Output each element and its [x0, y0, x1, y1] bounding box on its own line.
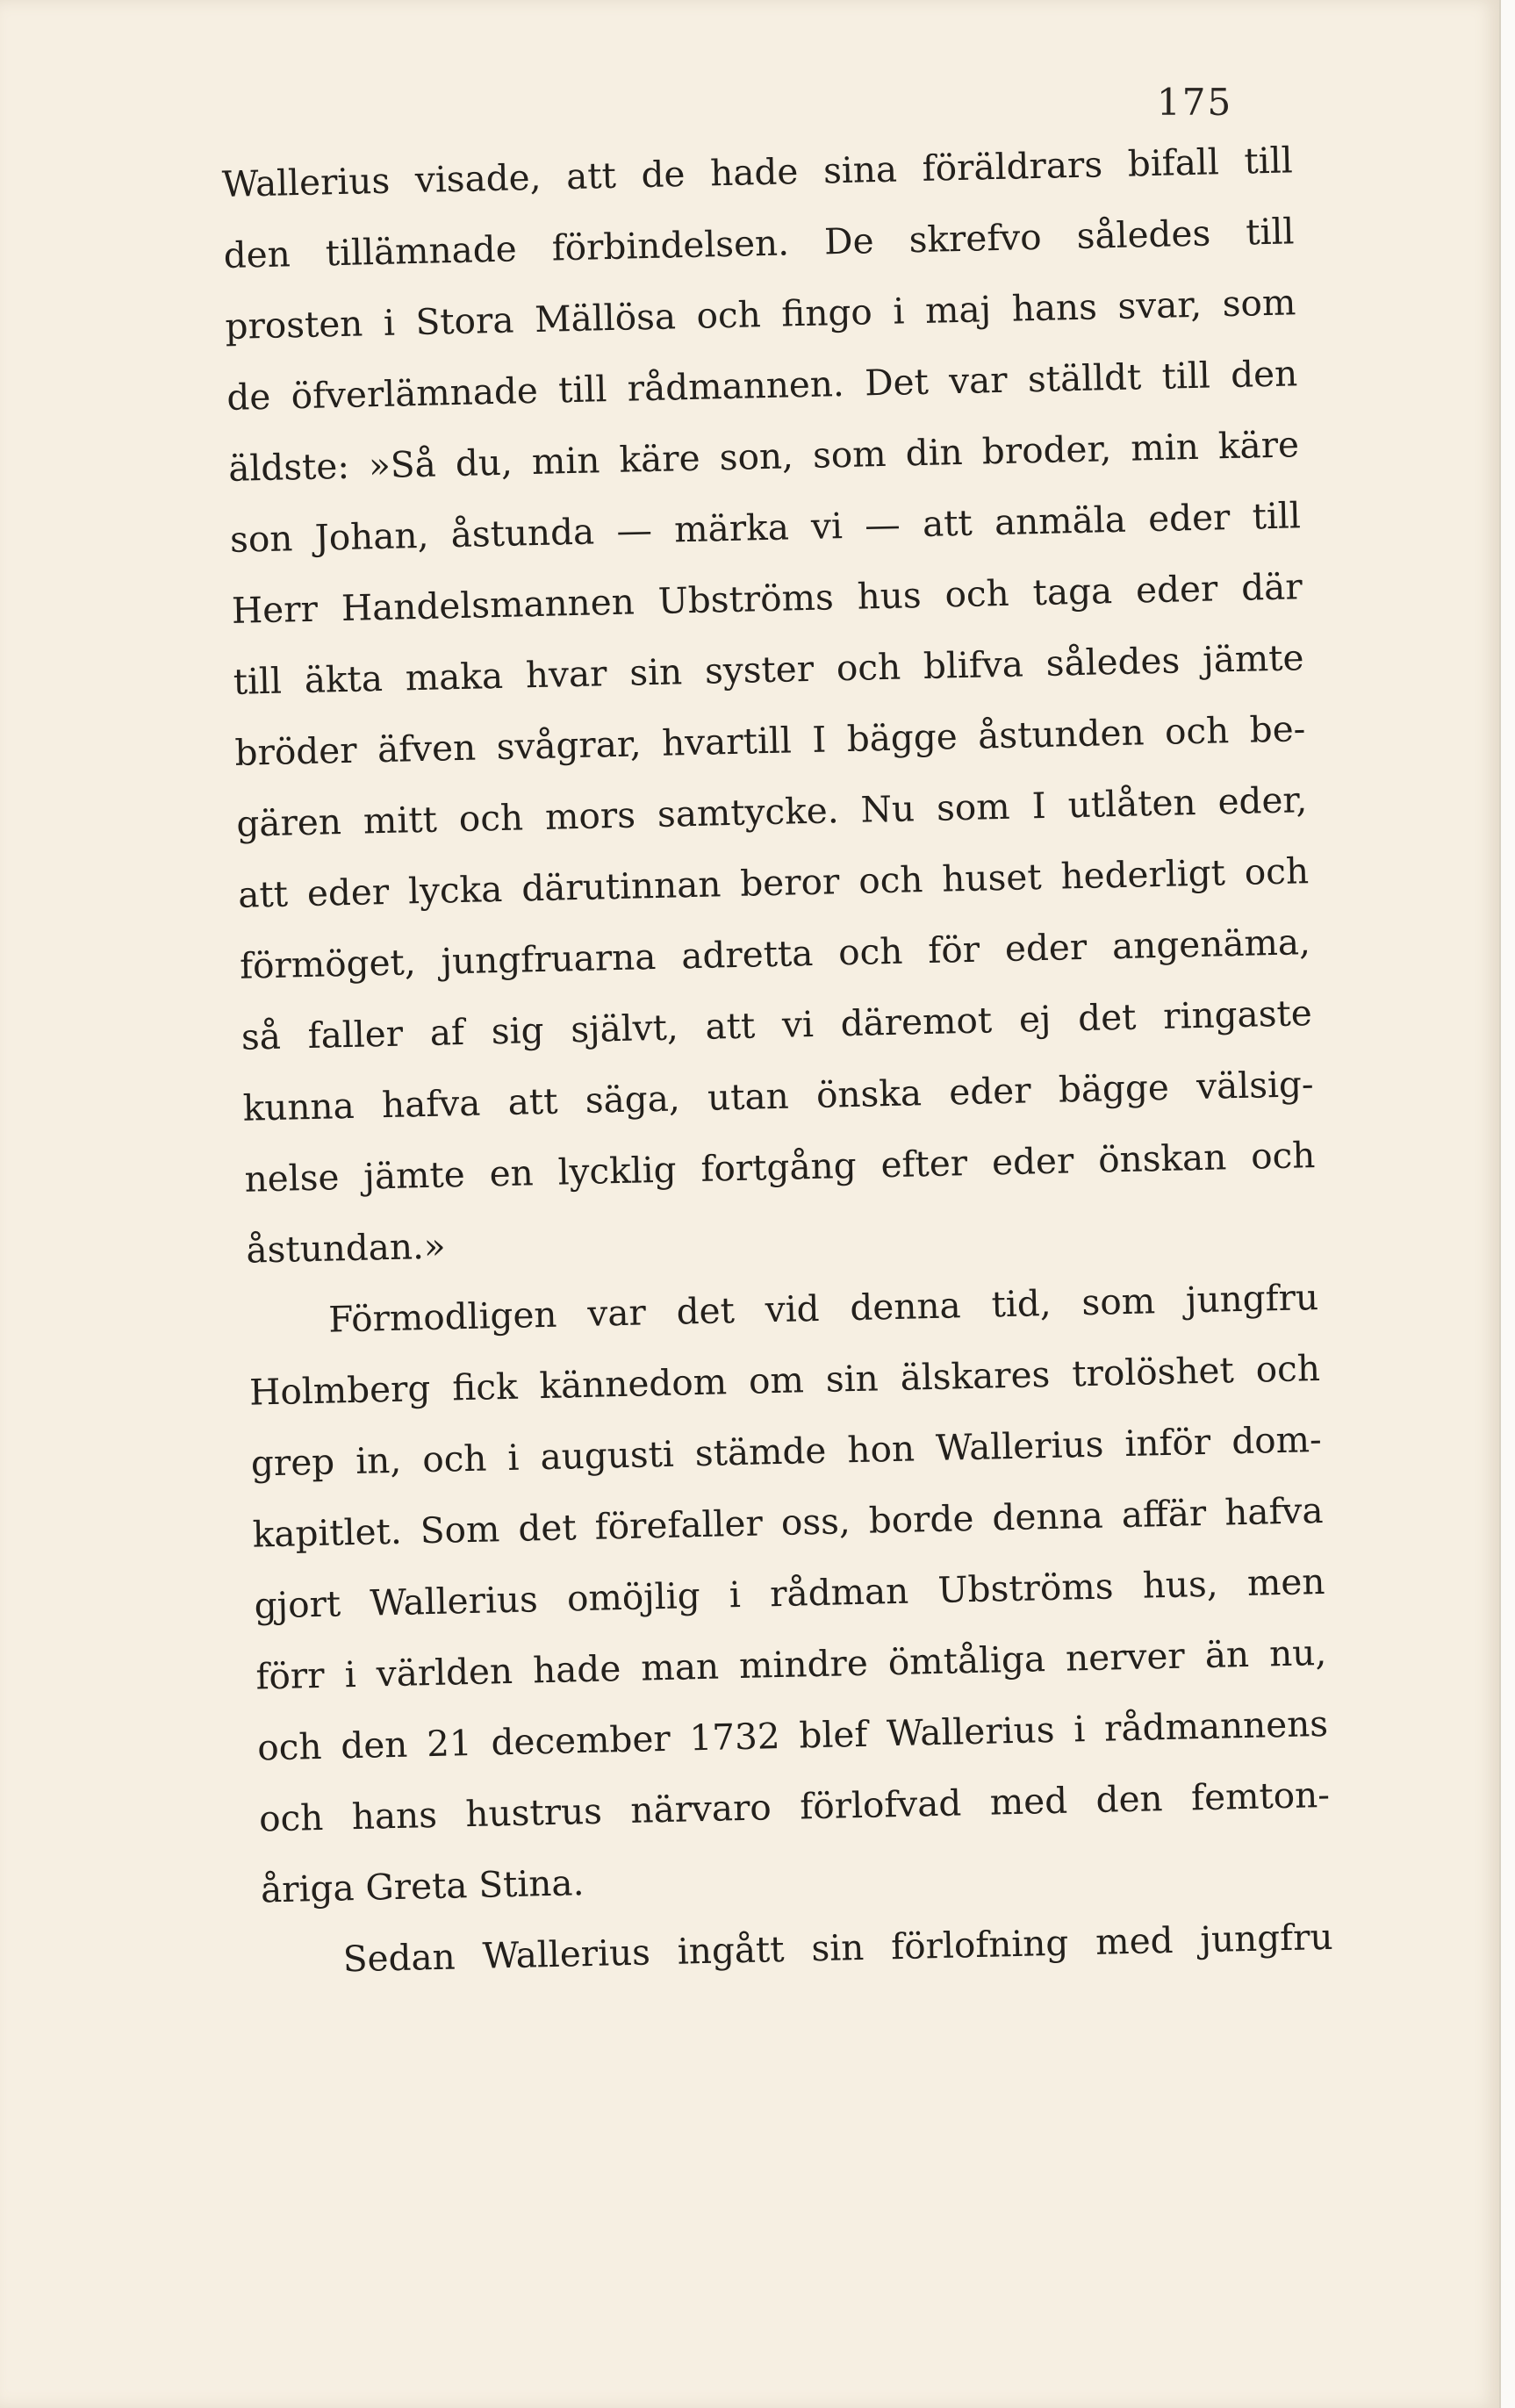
text-line: prosten i Stora Mällösa och fingo i maj hans svar, som — [225, 281, 1296, 348]
text-line: den tillämnade förbindelsen. De skrefvo således till — [223, 210, 1295, 276]
text-line: Herr Handelsmannen Ubströms hus och taga eder där — [231, 565, 1303, 632]
text-line: nelse jämte en lycklig fortgång efter eder önskan och — [244, 1134, 1316, 1200]
text-line: gjort Wallerius omöjlig i rådman Ubströms hus, men — [254, 1559, 1325, 1627]
text-line: och hans hustrus närvaro förlofvad med den femton- — [258, 1773, 1331, 1840]
text-line: kapitlet. Som det förefaller oss, borde denna affär hafva — [252, 1488, 1325, 1556]
text-line: Sedan Wallerius ingått sin förlofning med jungfru — [342, 1915, 1334, 1981]
text-line: att eder lycka därutinnan beror och huset hederligt och — [237, 849, 1310, 916]
text-line: åriga Greta Stina. — [260, 1861, 585, 1911]
text-line: så faller af sig självt, att vi däremot ej det ringaste — [241, 992, 1313, 1058]
text-line: Förmodligen var det vid denna tid, som jungfru — [327, 1275, 1319, 1341]
text-line: kunna hafva att säga, utan önska eder bägge välsig- — [242, 1063, 1315, 1129]
text-line: till äkta maka hvar sin syster och blifva således jämte — [233, 636, 1305, 703]
text-line: äldste: »Så du, min käre son, som din broder, min käre — [227, 423, 1300, 490]
text-line: Holmberg fick kännedom om sin älskares trolöshet och — [248, 1346, 1321, 1414]
text-line: bröder äfven svågrar, hvartill I bägge åstunden och be- — [234, 707, 1306, 774]
text-line: grep in, och i augusti stämde hon Wallerius inför dom- — [250, 1417, 1323, 1485]
page-edge — [1499, 0, 1515, 2408]
text-line: åstundan.» — [245, 1224, 447, 1272]
text-line: gären mitt och mors samtycke. Nu som I utlåten eder, — [235, 778, 1308, 845]
text-line: Wallerius visade, att de hade sina föräldrars bifall till — [221, 139, 1294, 205]
body-text — [221, 125, 1333, 1996]
page-number: 175 — [1157, 81, 1233, 124]
text-line: de öfverlämnade till rådmannen. Det var ställdt till den — [226, 352, 1298, 419]
text-line: förr i världen hade man mindre ömtåliga nerver än nu, — [255, 1630, 1327, 1698]
text-line: och den 21 december 1732 blef Wallerius i rådmannens — [256, 1702, 1329, 1769]
text-line: förmöget, jungfruarna adretta och för eder angenäma, — [239, 921, 1311, 987]
text-line: son Johan, åstunda — märka vi — att anmäla eder till — [229, 494, 1302, 561]
